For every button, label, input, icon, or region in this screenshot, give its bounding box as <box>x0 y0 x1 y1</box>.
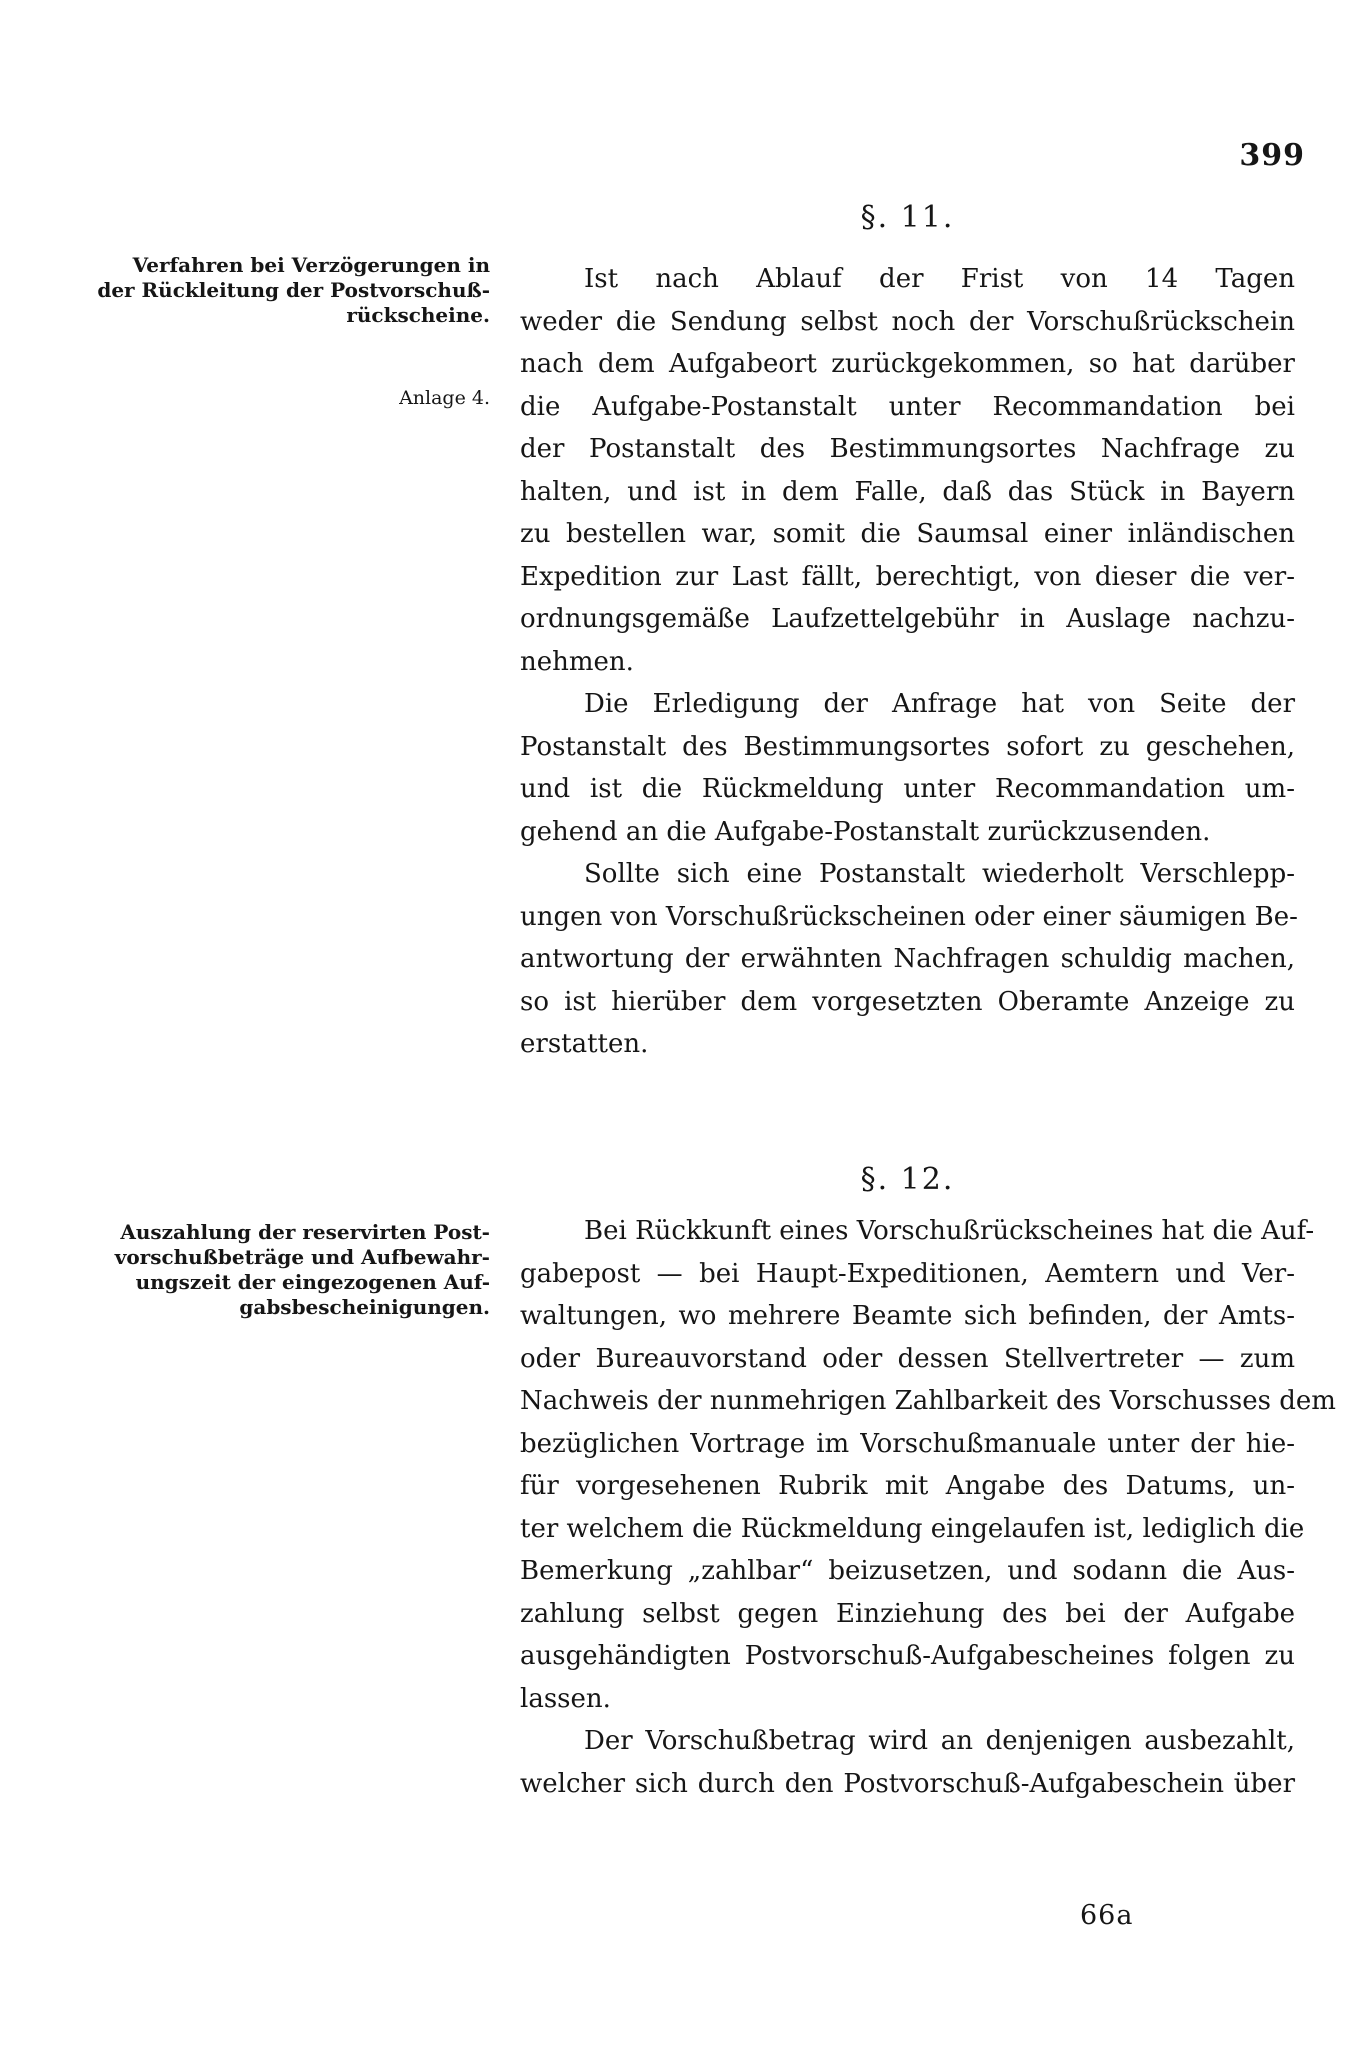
section-12-body <box>520 1210 1336 1805</box>
text-line: halten, und ist in dem Falle, daß das Stück in Bayern <box>520 476 1295 507</box>
text-line: ordnungsgemäße Laufzettelgebühr in Auslage nachzu- <box>520 604 1295 634</box>
text-line: für vorgesehenen Rubrik mit Angabe des Datums, un- <box>520 1471 1295 1501</box>
margin-note-payment <box>70 1220 490 1320</box>
text-line: Der Vorschußbetrag wird an denjenigen ausbezahlt, <box>584 1726 1295 1756</box>
page-number: 399 <box>1239 138 1305 173</box>
margin-note-delays <box>70 253 490 328</box>
text-line: Die Erledigung der Anfrage hat von Seite der <box>584 689 1295 719</box>
text-line: nach dem Aufgabeort zurückgekommen, so hat darüber <box>520 349 1295 379</box>
text-line: zahlung selbst gegen Einziehung des bei der Aufgabe <box>520 1598 1295 1629</box>
margin-note-line: der Rückleitung der Postvorschuß- <box>97 278 490 302</box>
text-line: ungen von Vorschußrückscheinen oder einer säumigen Be- <box>520 901 1298 932</box>
text-line: zu bestellen war, somit die Saumsal einer inländischen <box>520 519 1295 549</box>
text-line: nehmen. <box>520 646 634 677</box>
text-line: bezüglichen Vortrage im Vorschußmanuale unter der hie- <box>520 1428 1295 1459</box>
text-line: so ist hierüber dem vorgesetzten Oberamte Anzeige zu <box>520 986 1295 1017</box>
margin-note-line: gabsbescheinigungen. <box>239 1295 490 1319</box>
text-line: welcher sich durch den Postvorschuß-Aufgabeschein über <box>520 1768 1295 1799</box>
text-line: ter welchem die Rückmeldung eingelaufen ist, lediglich die <box>520 1513 1305 1544</box>
text-line: gehend an die Aufgabe-Postanstalt zurückzusenden. <box>520 816 1211 847</box>
margin-note-line: Verfahren bei Verzögerungen in <box>132 253 490 277</box>
text-line: Bemerkung „zahlbar“ beizusetzen, und sodann die Aus- <box>520 1556 1295 1586</box>
text-line: oder Bureauvorstand oder dessen Stellvertreter — zum <box>520 1343 1295 1374</box>
text-line: gabepost — bei Haupt-Expeditionen, Aemtern und Ver- <box>520 1258 1295 1289</box>
section-heading-12: §. 12. <box>860 1162 955 1197</box>
margin-note-line: Auszahlung der reservirten Post- <box>120 1220 490 1244</box>
annex-reference: Anlage 4. <box>399 387 490 409</box>
section-heading-11: §. 11. <box>860 200 955 235</box>
text-line: Bei Rückkunft eines Vorschußrückscheines hat die Auf- <box>584 1216 1315 1246</box>
text-line: und ist die Rückmeldung unter Recommandation um- <box>520 774 1295 804</box>
text-line: erstatten. <box>520 1029 649 1059</box>
text-line: antwortung der erwähnten Nachfragen schuldig machen, <box>520 944 1295 974</box>
text-line: weder die Sendung selbst noch der Vorschußrückschein <box>520 306 1295 337</box>
text-line: Expedition zur Last fällt, berechtigt, von dieser die ver- <box>520 561 1295 592</box>
signature-mark: 66a <box>1080 1900 1134 1931</box>
text-line: Postanstalt des Bestimmungsortes sofort zu geschehen, <box>520 731 1295 762</box>
margin-note-line: vorschußbeträge und Aufbewahr- <box>114 1245 490 1269</box>
text-line: ausgehändigten Postvorschuß-Aufgabescheines folgen zu <box>520 1641 1295 1671</box>
text-line: die Aufgabe-Postanstalt unter Recommandation bei <box>520 391 1295 422</box>
text-line: Nachweis der nunmehrigen Zahlbarkeit des Vorschusses dem <box>520 1386 1336 1416</box>
margin-note-line: rückscheine. <box>346 303 490 327</box>
text-line: lassen. <box>520 1683 611 1714</box>
section-11-body <box>520 258 1298 1066</box>
text-line: waltungen, wo mehrere Beamte sich befinden, der Amts- <box>520 1301 1295 1331</box>
text-line: Sollte sich eine Postanstalt wiederholt Verschlepp- <box>584 859 1295 889</box>
text-line: der Postanstalt des Bestimmungsortes Nachfrage zu <box>520 434 1295 464</box>
margin-note-line: ungszeit der eingezogenen Auf- <box>135 1270 490 1294</box>
text-line: Ist nach Ablauf der Frist von 14 Tagen <box>584 264 1295 294</box>
